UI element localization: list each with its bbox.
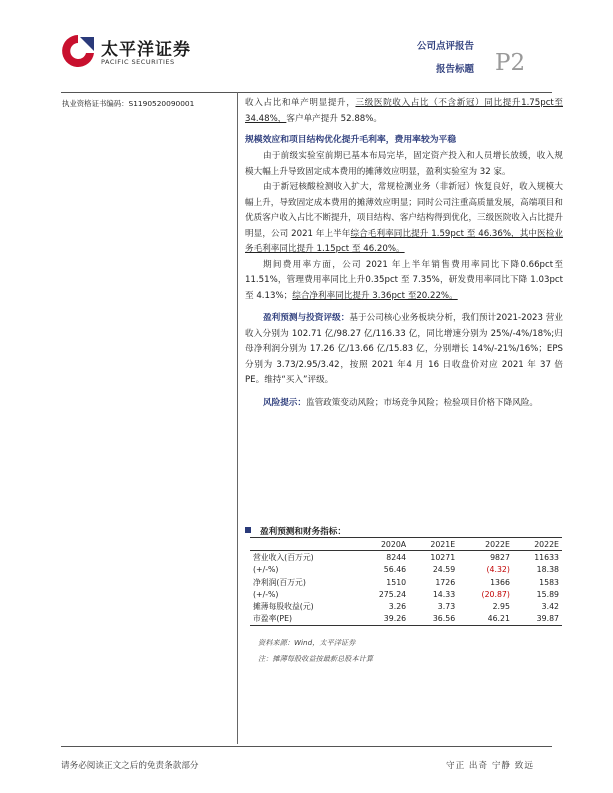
table-source: 资料来源：Wind，太平洋证券 — [258, 638, 356, 647]
table-cell: 39.87 — [513, 613, 562, 626]
table-row — [250, 551, 562, 564]
table-cell: 11633 — [534, 552, 559, 562]
table-cell: 3.73 — [437, 602, 456, 612]
table-cell: 39.26 — [356, 613, 409, 626]
header-divider — [61, 92, 552, 93]
row-label: 净利润(百万元) — [253, 577, 306, 587]
table-cell: 1726 — [435, 577, 456, 587]
risk-lead: 风险提示： — [263, 397, 306, 408]
table-cell: 1510 — [386, 577, 407, 587]
table-header-cell — [250, 538, 356, 551]
table-cell: 8244 — [386, 552, 407, 562]
paragraph-1: 由于前级实验室前期已基本布局完毕，固定资产投入和人员增长放缓，收入规模大幅上升导致固定成本费用的摊薄效应明显，盈利实验室为 32 家。 — [245, 151, 563, 177]
logo-mark-icon — [60, 33, 96, 71]
footer-divider — [61, 746, 552, 747]
company-logo — [60, 33, 191, 73]
forecast-paragraph — [245, 311, 563, 389]
row-label: (+/-%) — [253, 589, 279, 599]
table-cell: 15.89 — [536, 589, 559, 599]
table-header-row — [250, 538, 562, 551]
section-title: 规模效应和项目结构优化提升毛利率，费用率较为平稳 — [245, 135, 457, 145]
table-row — [250, 600, 562, 612]
table-row — [250, 588, 562, 600]
page-number: P2 — [495, 50, 526, 76]
table-cell: 56.46 — [383, 565, 407, 575]
paragraph-2-underlined: 综合毛利率同比提升 1.59pct 至 46.36%，其中医检业务毛利率同比提升 1.15pct 至 46.20%。 — [245, 228, 563, 254]
risk-paragraph — [245, 396, 563, 412]
table-header-cell: 2022E — [513, 538, 562, 551]
table-header-cell: 2022E — [458, 538, 513, 551]
row-label: 营业收入(百万元) — [253, 552, 314, 562]
paragraph-2-text: 由于新冠核酸检测收入扩大，常规检测业务（非新冠）恢复良好，收入规模大幅上升，导致固定成本费用的摊薄效应明显；同时公司注重高质量发展，高端项目和优质客户收入占比不断提升，项目结构、客户结构得到优化，三级医院收入占比提升明显，公司 2021 年上半年 — [245, 182, 563, 239]
column-divider — [237, 92, 238, 744]
forecast-lead: 盈利预测与投资评级： — [263, 313, 350, 323]
table-cell: 3.26 — [388, 602, 407, 612]
disclaimer-text: 请务必阅读正文之后的免责条款部分 — [61, 761, 199, 771]
table-header-cell: 2021E — [409, 538, 458, 551]
table-row — [250, 576, 562, 588]
table-title — [245, 525, 346, 537]
logo-cn-text: 太平洋证券 — [101, 40, 191, 60]
table-title-text: 盈利预测和财务指标： — [260, 527, 346, 537]
main-content — [245, 96, 563, 411]
intro-text-c: 客户单产提升 52.88%。 — [286, 113, 383, 124]
table-header-cell: 2020A — [356, 538, 409, 551]
forecast-body: 基于公司核心业务板块分析，我们预计2021-2023 营业收入分别为 102.71 亿/98.27 亿/116.33 亿，同比增速分别为 25%/-4%/18%;归母净利润分别为 17.26 亿/13.66 亿/15.83 亿，分别增长 14%/-21%/16%；EPS 分别为 3.73/2.95/3.42，按照 2021 年4 月 16 日收盘价对应 2021 年 37 倍 PE。维持“买入”评级。 — [245, 313, 563, 385]
table-cell: 1366 — [490, 577, 510, 587]
table-cell-negative: (4.32) — [486, 565, 510, 575]
row-label: (+/-%) — [253, 565, 279, 575]
row-label: 摊薄每股收益(元) — [253, 602, 314, 612]
table-cell: 9827 — [490, 552, 510, 562]
analyst-cert: 执业资格证书编码：S1190520090001 — [62, 99, 195, 108]
table-note: 注：摊薄每股收益按最新总股本计算 — [258, 654, 374, 663]
table-row — [250, 564, 562, 576]
paragraph-2 — [245, 180, 563, 258]
table-cell-negative: (20.87) — [481, 589, 510, 599]
report-type: 公司点评报告 — [417, 41, 475, 52]
table-cell: 1583 — [539, 577, 559, 587]
financial-table — [250, 537, 562, 626]
intro-text-b: 三级医院收入占比（不含新冠）同比提升1.75pct至34.48%， — [245, 98, 563, 124]
table-cell: 2.95 — [492, 602, 510, 612]
table-cell: 14.33 — [432, 589, 456, 599]
company-motto: 守正 出奇 宁静 致远 — [446, 761, 534, 771]
logo-en-text: PACIFIC SECURITIES — [101, 58, 175, 66]
intro-paragraph — [245, 96, 563, 127]
table-cell: 3.42 — [541, 602, 559, 612]
table-cell: 18.38 — [536, 565, 559, 575]
paragraph-3-text: 期间费用率方面，公司 2021 年上半年销售费用率同比下降0.66pct至11.51%，管理费用率同比上升0.35pct 至 7.35%，研发费用率同比下降 1.03pct 至 4.13%； — [245, 259, 563, 301]
table-cell: 10271 — [430, 552, 456, 562]
table-cell: 36.56 — [409, 613, 458, 626]
row-label: 市盈率(PE) — [250, 613, 356, 626]
report-title-label: 报告标题 — [436, 64, 475, 75]
table-cell: 24.59 — [432, 565, 456, 575]
table-cell: 275.24 — [378, 589, 407, 599]
paragraph-3 — [245, 258, 563, 305]
intro-text-a: 收入占比和单产明显提升， — [245, 98, 356, 108]
paragraph-3-underlined: 综合净利率同比提升 3.36pct 至20.22%。 — [292, 290, 458, 301]
risk-body: 监管政策变动风险；市场竞争风险；检验项目价格下降风险。 — [305, 397, 539, 408]
square-bullet-icon — [245, 527, 251, 533]
table-row — [250, 613, 562, 626]
table-cell: 46.21 — [458, 613, 513, 626]
